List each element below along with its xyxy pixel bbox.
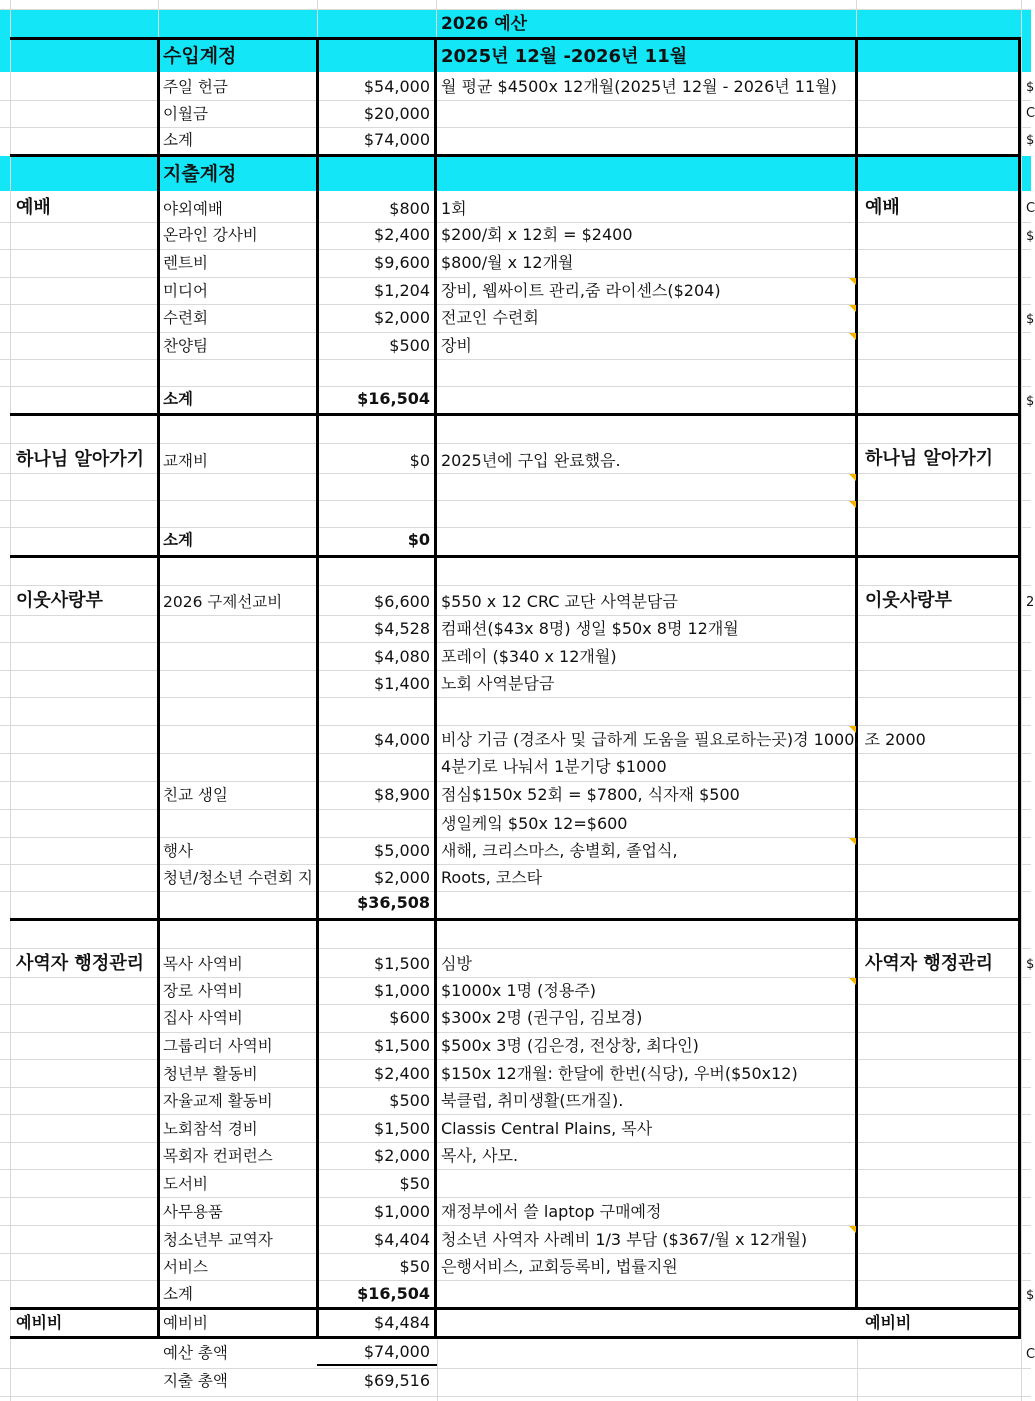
clipped-column-edge: $ xyxy=(1026,957,1035,972)
comment-marker[interactable] xyxy=(849,278,856,285)
clipped-column-edge: $ xyxy=(1026,80,1035,95)
expense-note: 장비, 웹싸이트 관리,줌 라이센스($204) xyxy=(441,281,721,300)
income-amount: $20,000 xyxy=(363,104,430,123)
expense-note: 심방 xyxy=(441,954,472,973)
expense-note: 북클럽, 취미생활(뜨개질). xyxy=(441,1091,624,1110)
expense-amount: $0 xyxy=(409,451,430,470)
expense-label: 사무용품 xyxy=(163,1203,223,1221)
expense-header-band xyxy=(0,156,1031,191)
expense-note: $500x 3명 (김은경, 전상창, 최다인) xyxy=(441,1036,699,1055)
category-worship: 예배 xyxy=(16,197,51,218)
clipped-column-edge: $ xyxy=(1026,229,1035,244)
expense-amount: $2,000 xyxy=(374,1146,430,1165)
expense-label: 도서비 xyxy=(163,1175,208,1193)
expense-header: 지출계정 xyxy=(163,163,237,185)
expense-amount: $1,500 xyxy=(374,954,430,973)
comment-marker[interactable] xyxy=(849,333,856,340)
subtotal-amount: $16,504 xyxy=(357,389,430,408)
expense-note: $800/월 x 12개월 xyxy=(441,253,574,272)
expense-note: 포레이 ($340 x 12개월) xyxy=(441,647,617,666)
clipped-column-edge: $ xyxy=(1026,1288,1035,1303)
expense-amount: $4,000 xyxy=(374,730,430,749)
expense-amount: $4,080 xyxy=(374,647,430,666)
expense-amount: $1,000 xyxy=(374,1202,430,1221)
expense-total-label: 지출 총액 xyxy=(163,1372,228,1390)
expense-note: 노회 사역분담금 xyxy=(441,674,555,693)
comment-marker[interactable] xyxy=(849,838,856,845)
expense-label: 서비스 xyxy=(163,1258,208,1276)
expense-label: 노회참석 경비 xyxy=(163,1120,258,1138)
income-subtotal-amount: $74,000 xyxy=(363,130,430,149)
expense-amount: $500 xyxy=(389,1091,430,1110)
budget-total-label: 예산 총액 xyxy=(163,1344,228,1362)
subtotal-label: 소계 xyxy=(163,1285,193,1303)
expense-amount: $6,600 xyxy=(374,592,430,611)
expense-label: 청년부 활동비 xyxy=(163,1065,258,1083)
income-note: 월 평균 $4500x 12개월(2025년 12월 - 2026년 11월) xyxy=(441,77,837,96)
reserve-amount: $4,484 xyxy=(374,1313,430,1332)
expense-note: 비상 기금 (경조사 및 급하게 도움을 필요로하는곳)경 1000, 조 2000 xyxy=(441,730,926,749)
category-reserve: 예비비 xyxy=(16,1313,63,1332)
expense-note: 컴패션($43x 8명) 생일 $50x 8명 12개월 xyxy=(441,619,739,638)
expense-label: 온라인 강사비 xyxy=(163,226,258,244)
expense-total-amount: $69,516 xyxy=(363,1371,430,1390)
expense-amount: $2,400 xyxy=(374,1064,430,1083)
comment-marker[interactable] xyxy=(849,305,856,312)
expense-amount: $9,600 xyxy=(374,253,430,272)
subtotal-amount: $36,508 xyxy=(357,893,430,912)
expense-amount: $1,204 xyxy=(374,281,430,300)
expense-label: 수련회 xyxy=(163,309,208,327)
category-neighbor-love-repeat: 이웃사랑부 xyxy=(865,590,952,611)
expense-label: 친교 생일 xyxy=(163,786,228,804)
comment-marker[interactable] xyxy=(849,1226,856,1233)
expense-label: 목회자 컨퍼런스 xyxy=(163,1147,273,1165)
clipped-column-edge: $ xyxy=(1026,394,1035,409)
expense-note: 목사, 사모. xyxy=(441,1146,519,1165)
budget-total-amount: $74,000 xyxy=(363,1342,430,1361)
expense-amount: $5,000 xyxy=(374,841,430,860)
expense-note: Roots, 코스타 xyxy=(441,868,543,887)
expense-label: 청년/청소년 수련회 지 xyxy=(163,869,313,887)
expense-amount: $800 xyxy=(389,199,430,218)
income-label: 이월금 xyxy=(163,105,208,123)
clipped-column-edge: C xyxy=(1026,106,1035,121)
expense-note: $550 x 12 CRC 교단 사역분담금 xyxy=(441,592,678,611)
expense-amount: $4,528 xyxy=(374,619,430,638)
expense-amount: $50 xyxy=(399,1174,430,1193)
income-label: 주일 헌금 xyxy=(163,78,228,96)
expense-note: 4분기로 나눠서 1분기당 $1000 xyxy=(441,757,667,776)
comment-marker[interactable] xyxy=(849,474,856,481)
income-amount: $54,000 xyxy=(363,77,430,96)
clipped-column-edge: C xyxy=(1026,201,1035,216)
expense-note: 재정부에서 쓸 laptop 구매예정 xyxy=(441,1202,662,1221)
clipped-column-edge: 2 xyxy=(1026,595,1035,610)
expense-label: 청소년부 교역자 xyxy=(163,1231,273,1249)
expense-amount: $2,000 xyxy=(374,868,430,887)
expense-note: 점심$150x 52회 = $7800, 식자재 $500 xyxy=(441,785,740,804)
expense-label: 장로 사역비 xyxy=(163,982,243,1000)
income-header: 수입계정 xyxy=(163,45,237,67)
expense-note: 은행서비스, 교회등록비, 법률지원 xyxy=(441,1257,678,1276)
expense-note: $200/회 x 12회 = $2400 xyxy=(441,225,633,244)
sheet-title: 2026 예산 xyxy=(441,14,528,34)
expense-label: 자율교제 활동비 xyxy=(163,1092,273,1110)
expense-label: 행사 xyxy=(163,842,193,860)
expense-amount: $600 xyxy=(389,1008,430,1027)
period-header: 2025년 12월 -2026년 11월 xyxy=(441,46,688,67)
category-knowing-god-repeat: 하나님 알아가기 xyxy=(865,448,993,469)
comment-marker[interactable] xyxy=(849,501,856,508)
comment-marker[interactable] xyxy=(849,978,856,985)
clipped-column-edge: $ xyxy=(1026,133,1035,148)
expense-amount: $500 xyxy=(389,336,430,355)
expense-note: 새해, 크리스마스, 송별회, 졸업식, xyxy=(441,841,678,860)
expense-label: 그룹리더 사역비 xyxy=(163,1037,273,1055)
expense-amount: $1,500 xyxy=(374,1119,430,1138)
expense-note: 장비 xyxy=(441,336,472,355)
expense-note: $300x 2명 (권구임, 김보경) xyxy=(441,1008,643,1027)
expense-note: 2025년에 구입 완료했음. xyxy=(441,451,621,470)
expense-note: 생일케잌 $50x 12=$600 xyxy=(441,814,628,833)
category-reserve-repeat: 예비비 xyxy=(865,1313,912,1332)
reserve-label: 예비비 xyxy=(163,1314,208,1332)
subtotal-amount: $16,504 xyxy=(357,1284,430,1303)
expense-amount: $2,000 xyxy=(374,308,430,327)
subtotal-label: 소계 xyxy=(163,390,193,408)
category-admin: 사역자 행정관리 xyxy=(16,953,144,974)
expense-note: $1000x 1명 (정용주) xyxy=(441,981,597,1000)
clipped-column-edge: $ xyxy=(1026,312,1035,327)
expense-note: 1회 xyxy=(441,199,467,218)
subtotal-amount: $0 xyxy=(407,530,430,549)
expense-amount: $8,900 xyxy=(374,785,430,804)
expense-label: 목사 사역비 xyxy=(163,955,243,973)
clipped-column-edge: C xyxy=(1026,1347,1035,1362)
expense-label: 렌트비 xyxy=(163,254,208,272)
expense-note: 청소년 사역자 사례비 1/3 부담 ($367/월 x 12개월) xyxy=(441,1230,808,1249)
category-knowing-god: 하나님 알아가기 xyxy=(16,449,144,470)
category-worship-repeat: 예배 xyxy=(865,197,900,218)
expense-note: Classis Central Plains, 목사 xyxy=(441,1119,653,1138)
category-admin-repeat: 사역자 행정관리 xyxy=(865,953,993,974)
expense-label: 미디어 xyxy=(163,282,208,300)
expense-amount: $1,000 xyxy=(374,981,430,1000)
expense-label: 집사 사역비 xyxy=(163,1009,243,1027)
income-subtotal-label: 소계 xyxy=(163,131,193,149)
expense-note: 전교인 수련회 xyxy=(441,308,539,327)
expense-label: 야외예배 xyxy=(163,200,223,218)
expense-label: 2026 구제선교비 xyxy=(163,593,283,611)
expense-amount: $1,500 xyxy=(374,1036,430,1055)
category-neighbor-love: 이웃사랑부 xyxy=(16,590,103,611)
expense-label: 찬양팀 xyxy=(163,337,208,355)
expense-amount: $4,404 xyxy=(374,1230,430,1249)
expense-note: $150x 12개월: 한달에 한번(식당), 우버($50x12) xyxy=(441,1064,798,1083)
expense-amount: $1,400 xyxy=(374,674,430,693)
expense-amount: $50 xyxy=(399,1257,430,1276)
subtotal-label: 소계 xyxy=(163,531,193,549)
expense-amount: $2,400 xyxy=(374,225,430,244)
expense-label: 교재비 xyxy=(163,452,208,470)
